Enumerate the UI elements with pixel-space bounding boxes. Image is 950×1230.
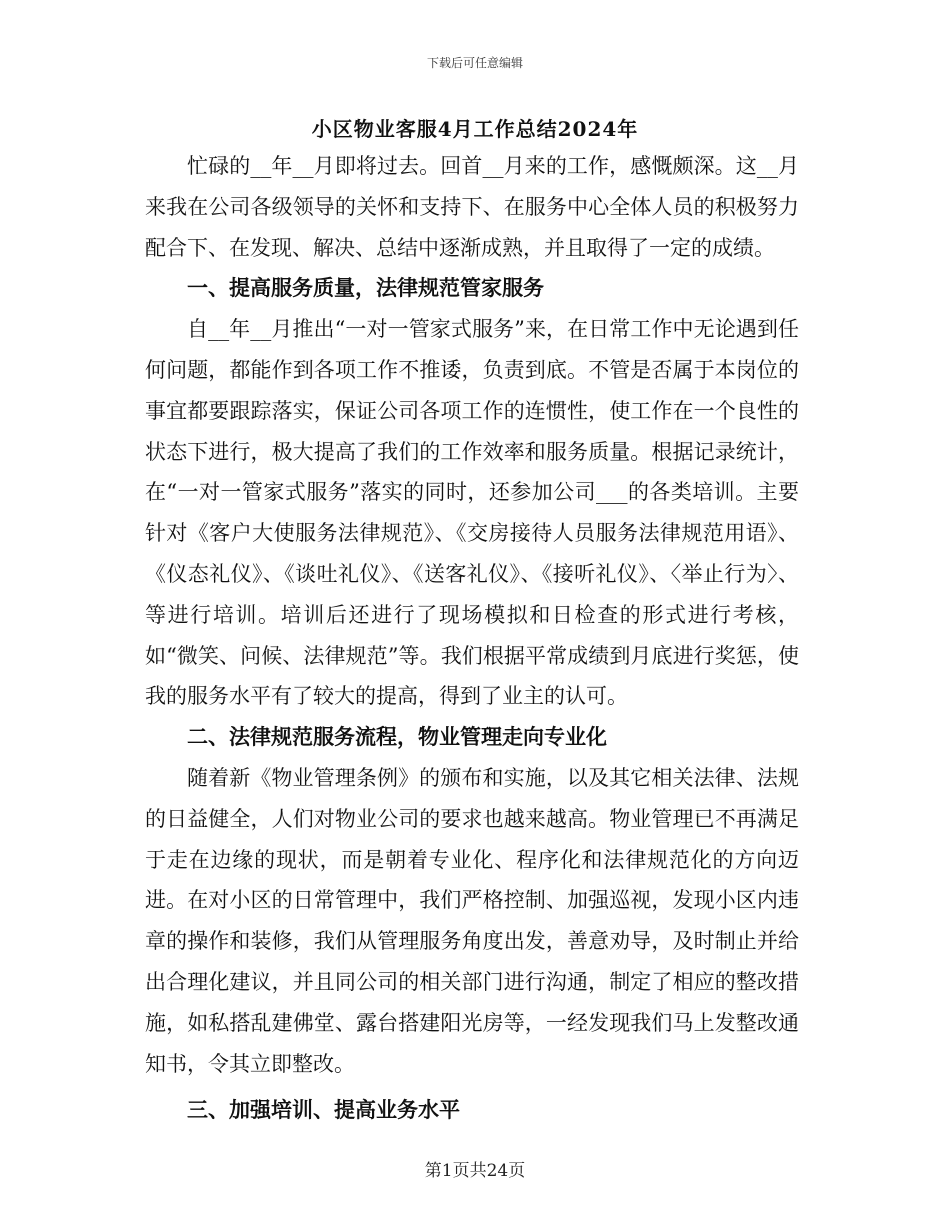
intro-paragraph: 忙碌的__年__月即将过去。回首__月来的工作，感慨颇深。这__月来我在公司各级领导的关怀和支持下、在服务中心全体人员的积极努力配合下、在发现、解决、总结中逐渐成熟，并且取得了一定的成绩。 — [145, 154, 799, 260]
section-1-heading: 一、提高服务质量，法律规范管家服务 — [187, 275, 544, 301]
section-2-paragraph: 随着新《物业管理条例》的颁布和实施，以及其它相关法律、法规的日益健全，人们对物业公司的要求也越来越高。物业管理已不再满足于走在边缘的现状，而是朝着专业化、程序化和法律规范化的方向迈进。在对小区的日常管理中，我们严格控制、加强巡视，发现小区内违章的操作和装修，我们从管理服务角度出发，善意劝导，及时制止并给出合理化建议，并且同公司的相关部门进行沟通，制定了相应的整改措施，如私搭乱建佛堂、露台搭建阳光房等，一经发现我们马上发整改通知书，令其立即整改。 — [145, 765, 799, 1076]
document-body — [145, 146, 799, 1131]
section-1-paragraph: 自__年__月推出“一对一管家式服务”来，在日常工作中无论遇到任何问题，都能作到各项工作不推诿，负责到底。不管是否属于本岗位的事宜都要跟踪落实，保证公司各项工作的连惯性，使工作在一个良性的状态下进行，极大提高了我们的工作效率和服务质量。根据记录统计，在“一对一管家式服务”落实的同时，还参加公司___的各类培训。主要针对《客户大使服务法律规范》、《交房接待人员服务法律规范用语》、《仪态礼仪》、《谈吐礼仪》、《送客礼仪》、《接听礼仪》、〈举止行为〉、等进行培训。培训后还进行了现场模拟和日检查的形式进行考核，如“微笑、问候、法律规范”等。我们根据平常成绩到月底进行奖惩，使我的服务水平有了较大的提高，得到了业主的认可。 — [145, 317, 799, 709]
document-title: 小区物业客服4月工作总结2024年 — [311, 117, 639, 141]
header-note: 下载后可任意编辑 — [426, 56, 523, 70]
section-3-heading: 三、加强培训、提高业务水平 — [187, 1097, 460, 1123]
page-footer: 第1页共24页 — [424, 1161, 526, 1181]
section-2-heading: 二、法律规范服务流程，物业管理走向专业化 — [187, 724, 607, 750]
